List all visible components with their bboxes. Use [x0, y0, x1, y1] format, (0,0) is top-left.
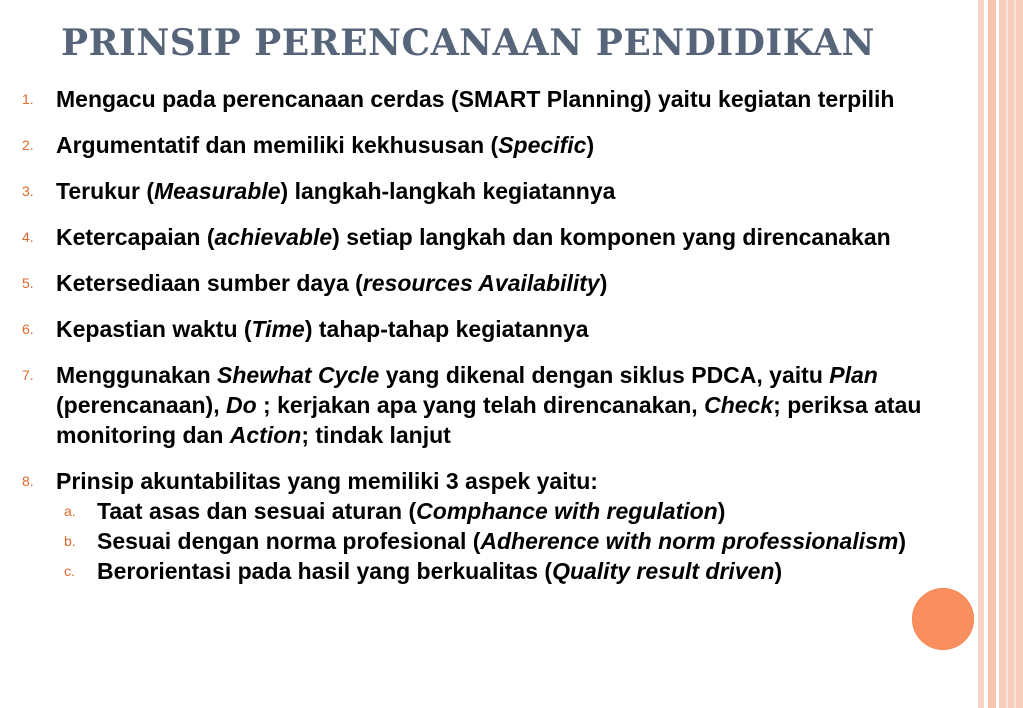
item-text: (perencanaan), [56, 392, 226, 418]
item-text: ; periksa atau monitoring dan [56, 392, 922, 448]
decorative-stripe [1014, 0, 1016, 708]
list-item-3 [22, 176, 972, 206]
decorative-circle [912, 588, 974, 650]
item-text: Menggunakan [56, 362, 218, 388]
item-emphasis: Check [704, 392, 774, 418]
sub-item-text: Taat asas dan sesuai aturan ( [97, 498, 417, 524]
list-item-4 [22, 222, 972, 252]
list-item-6 [22, 314, 972, 344]
sub-item-text: ) [898, 528, 907, 554]
sub-item-text: Berorientasi pada hasil yang berkualitas ( [97, 558, 553, 584]
item-text: ; tindak lanjut [301, 422, 451, 448]
item-text: ) [599, 270, 608, 296]
item-text: ) langkah-langkah kegiatannya [280, 178, 616, 204]
principle-list [22, 84, 972, 586]
sub-item-b [64, 526, 972, 556]
item-text: Prinsip akuntabilitas yang memiliki 3 aspek yaitu: [56, 468, 598, 494]
item-text: ) [586, 132, 595, 158]
item-emphasis: Specific [498, 132, 587, 158]
list-item-7 [22, 360, 972, 450]
sub-item-letter: b. [64, 533, 76, 549]
item-text: Ketersediaan sumber daya ( [56, 270, 363, 296]
slide-title: PRINSIP PERENCANAAN PENDIDIKAN [61, 22, 875, 64]
item-number: 5. [22, 275, 34, 291]
item-text: Terukur ( [56, 178, 154, 204]
item-number: 7. [22, 367, 34, 383]
item-emphasis: Plan [829, 362, 878, 388]
sub-item-letter: a. [64, 503, 76, 519]
item-text: ; kerjakan apa yang telah direncanakan, [256, 392, 705, 418]
sub-item-text: ) [717, 498, 726, 524]
sub-item-text: Sesuai dengan norma profesional ( [97, 528, 481, 554]
item-emphasis: achievable [214, 224, 333, 250]
item-text: yang dikenal dengan siklus PDCA, yaitu [379, 362, 830, 388]
item-emphasis: Action [229, 422, 302, 448]
decorative-stripe [1006, 0, 1008, 708]
item-text: Kepastian waktu ( [56, 316, 252, 342]
item-number: 2. [22, 137, 34, 153]
sub-item-c [64, 556, 972, 586]
item-emphasis: Shewhat Cycle [217, 362, 380, 388]
item-text: ) tahap-tahap kegiatannya [304, 316, 589, 342]
item-text: Ketercapaian ( [56, 224, 215, 250]
list-item-8 [22, 466, 972, 586]
item-number: 8. [22, 473, 34, 489]
item-text: Mengacu pada perencanaan cerdas (SMART Planning) yaitu kegiatan terpilih [56, 86, 895, 112]
item-emphasis: resources Availability [362, 270, 600, 296]
item-number: 6. [22, 321, 34, 337]
item-emphasis: Do [226, 392, 257, 418]
sub-list [64, 496, 972, 586]
decorative-stripe [988, 0, 996, 708]
item-number: 4. [22, 229, 34, 245]
list-item-1 [22, 84, 972, 114]
sub-item-letter: c. [64, 563, 75, 579]
sub-item-text: ) [774, 558, 783, 584]
item-emphasis: Time [251, 316, 305, 342]
item-text: Argumentatif dan memiliki kekhususan ( [56, 132, 499, 158]
item-text: ) setiap langkah dan komponen yang direncanakan [332, 224, 891, 250]
list-item-2 [22, 130, 972, 160]
item-number: 1. [22, 91, 34, 107]
sub-item-emphasis: Adherence with norm professionalism [480, 528, 899, 554]
item-number: 3. [22, 183, 34, 199]
item-emphasis: Measurable [153, 178, 281, 204]
list-item-5 [22, 268, 972, 298]
decorative-stripe [999, 0, 1023, 708]
sub-item-a [64, 496, 972, 526]
sub-item-emphasis: Comphance with regulation [416, 498, 718, 524]
sub-item-emphasis: Quality result driven [552, 558, 775, 584]
